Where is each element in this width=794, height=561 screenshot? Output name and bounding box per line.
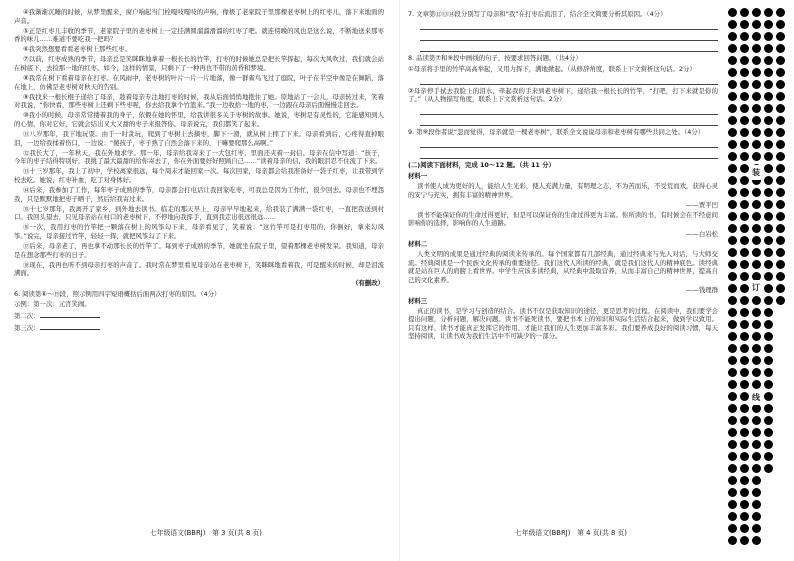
passage-paragraph: ⑱现在，我再也听不到母亲打枣的声音了。我时常在梦里看见母亲站在老枣树下，笑眯眯地看着我，可是醒来的时候，却是泪流满面。	[14, 260, 384, 278]
binding-dot	[752, 536, 761, 545]
binding-dot	[740, 368, 749, 377]
binding-dot	[752, 68, 761, 77]
binding-dot	[728, 44, 737, 53]
binding-dot	[728, 92, 737, 101]
binding-dot	[728, 116, 737, 125]
binding-dot	[740, 392, 749, 401]
binding-dot	[740, 452, 749, 461]
binding-dot	[728, 164, 737, 173]
binding-dot	[764, 176, 773, 185]
binding-dot	[776, 116, 785, 125]
binding-label-bottom: 线	[751, 390, 761, 405]
binding-dot	[728, 152, 737, 161]
binding-dot	[740, 128, 749, 137]
binding-dot	[752, 32, 761, 41]
binding-dot	[764, 44, 773, 53]
answer-line[interactable]	[420, 105, 718, 115]
material-1-source-2: ——白岩松	[686, 229, 718, 238]
passage-paragraph: ⑩我小的时候，母亲常常搂着我的身子，依偎在她的怀里，给我讲很多关于枣树的故事。她说，枣树是有灵性的，它能感知到人的心情，你对它好，它就会结出又大又甜的枣子来报答你。母亲说完，我们都笑了起来。	[14, 111, 384, 128]
binding-dot	[740, 224, 749, 233]
binding-dot	[728, 368, 737, 377]
binding-dot	[776, 140, 785, 149]
binding-dot	[752, 440, 761, 449]
binding-dot	[776, 152, 785, 161]
binding-dot	[728, 176, 737, 185]
binding-dot	[740, 464, 749, 473]
binding-dot	[764, 260, 773, 269]
question-8: 8. 品读第⑦和⑨段中画线的句子，按要求回答问题。（共4分）	[408, 54, 582, 63]
binding-dot	[740, 260, 749, 269]
binding-dot	[752, 224, 761, 233]
binding-dot	[740, 416, 749, 425]
binding-dot	[764, 104, 773, 113]
passage-paragraph: ⑥我突然想要看看老枣树上那些红枣。	[22, 45, 131, 54]
binding-dot	[740, 212, 749, 221]
binding-dot	[740, 344, 749, 353]
binding-dot	[776, 212, 785, 221]
binding-dot	[752, 20, 761, 29]
section-2-heading: (二)阅读下面材料，完成 10～12 题。（共 11 分）	[408, 161, 555, 170]
binding-dot	[728, 56, 737, 65]
binding-dot	[728, 404, 737, 413]
binding-dot	[776, 272, 785, 281]
passage-paragraph: ⑯一次，我用打枣的竹竿把一颗落在树上的风筝勾下来，母亲看见了，笑着说：“这竹竿可是打枣用的，你倒好，拿来勾风筝。”说完，母亲接过竹竿，轻轻一挥，就把风筝勾了下来。	[14, 223, 384, 240]
binding-dot	[776, 44, 785, 53]
binding-dot	[740, 272, 749, 281]
binding-dot	[764, 8, 773, 17]
binding-dot	[740, 188, 749, 197]
question-9: 9. 第⑨段作者说“忽而觉得，母亲就是一棵老枣树”，联系全文说说母亲和老枣树有哪些共同之处。（4分）	[408, 128, 705, 137]
binding-dot	[728, 500, 737, 509]
binding-dot	[776, 104, 785, 113]
binding-dot	[728, 308, 737, 317]
answer-line[interactable]	[420, 42, 718, 52]
binding-dot	[728, 320, 737, 329]
binding-dot	[740, 236, 749, 245]
answer-blank[interactable]	[40, 311, 100, 318]
binding-dot	[728, 272, 737, 281]
binding-dot	[728, 8, 737, 17]
binding-dot	[740, 104, 749, 113]
binding-dot	[764, 392, 773, 401]
binding-dot	[752, 152, 761, 161]
binding-dot	[752, 428, 761, 437]
binding-dot	[740, 68, 749, 77]
binding-dot	[740, 524, 749, 533]
binding-dot	[728, 356, 737, 365]
binding-dot	[776, 68, 785, 77]
material-2-text: 人类文明的成果是通过经典的阅读来传承的。每个国家都有几部经典，通过经典来与先人对话，与大师交流。经典阅读是一个民族文化传承的重要途径。我们这代人所读的经典，就是我们这代人的精神底色。读经典就是站在巨人的肩膀上看世界。中学生应该多读经典，从经典中汲取营养，从而丰富自己的精神世界，提高自己的文化素养。	[408, 250, 718, 284]
passage-paragraph: ⑮十七岁那年，我离开了家乡，到外地去读书。临走的那天早上，母亲早早地起来，给我装了满满一袋红枣，一直把我送到村口。我回头望去，只见母亲站在村口的老枣树下，不停地向我挥手，直到我走出很远很远……	[14, 204, 384, 222]
binding-dot	[752, 236, 761, 245]
binding-dot	[764, 284, 773, 293]
binding-dot	[776, 92, 785, 101]
binding-dot	[728, 488, 737, 497]
binding-dot	[728, 512, 737, 521]
material-3-title: 材料三	[408, 296, 428, 305]
binding-dot	[764, 128, 773, 137]
binding-dot	[728, 80, 737, 89]
passage-paragraph: ⑦以前，红枣成熟的季节，母亲总是笑眯眯地拿着一根长长的竹竿，打枣的时候她总是把长竿挥起，每次大风吹过，我们就会站在树底下，去捡那一地的红枣。如今，这样的情景，只剩下了一种再也不带的黄昏和梦境。	[14, 55, 384, 72]
binding-dot	[740, 80, 749, 89]
binding-dot	[740, 116, 749, 125]
binding-dot	[764, 152, 773, 161]
material-1-source-1: ——贾平凹	[686, 200, 718, 209]
binding-dot	[752, 188, 761, 197]
binding-dot	[740, 500, 749, 509]
binding-dot	[752, 128, 761, 137]
binding-dot	[764, 188, 773, 197]
passage-paragraph: ⑨我找来一根长棍子递给了母亲，趁着母亲专注地打枣的时候，我从后面悄悄地抱住了她。原地站了一会儿，母亲转过来，笑着对我说，“你快看，那些枣树上还剩下些枣呢，你去给我拿个竹篮来。”我一边收拾一地的枣，一边跟在母亲后面慢慢走回去。	[14, 92, 384, 110]
material-1-title: 材料一	[408, 172, 428, 181]
binding-dot	[764, 308, 773, 317]
binding-dot	[764, 80, 773, 89]
binding-dot	[776, 296, 785, 305]
binding-dot	[752, 320, 761, 329]
binding-dot	[740, 512, 749, 521]
binding-dot	[764, 452, 773, 461]
binding-dot	[764, 32, 773, 41]
binding-dot	[728, 188, 737, 197]
binding-dot	[728, 392, 737, 401]
reading-passage	[14, 8, 384, 278]
binding-dot	[776, 188, 785, 197]
passage-paragraph: ④我渐渐沉睡的时候，从梦里醒来，窗户响起当门栓嘎吱嘎吱的声响，像极了老家院子里那棵老枣树上的红枣儿，落下来地面的声音。	[14, 8, 384, 25]
material-2-title: 材料二	[408, 240, 428, 249]
binding-dot	[764, 404, 773, 413]
binding-dot	[728, 212, 737, 221]
binding-dot	[764, 296, 773, 305]
binding-dot	[740, 476, 749, 485]
binding-dot	[740, 20, 749, 29]
binding-dot	[752, 308, 761, 317]
binding-dot	[764, 428, 773, 437]
binding-dot	[776, 56, 785, 65]
binding-dot	[728, 344, 737, 353]
binding-dot	[764, 380, 773, 389]
binding-dot	[740, 284, 749, 293]
binding-dot	[728, 296, 737, 305]
passage-paragraph: ⑧我常在树下看着母亲在打枣。在风雨中，老枣树的叶片一片一片地落，像一群雀鸟飞过了庭院，叶子在半空中像是在舞蹈，落在地上，仿佛是老枣树对秋天的告别。	[14, 74, 384, 91]
binding-dot	[752, 200, 761, 209]
binding-dot	[752, 416, 761, 425]
binding-dot	[776, 176, 785, 185]
question-6-third: 第三次：	[14, 323, 384, 333]
binding-dot	[764, 332, 773, 341]
binding-dot	[728, 524, 737, 533]
source-note: （有删改）	[352, 279, 384, 288]
binding-dot	[728, 428, 737, 437]
passage-paragraph: ⑭后来，我参加了工作，每年枣子成熟的季节，母亲都会打电话让我回家吃枣，可我总是因为工作忙，很少回去。母亲也不埋怨我，只是默默地把枣子晒干，然后给我寄过来。	[14, 185, 384, 203]
passage-paragraph: ⑫我长大了，一年秋天，我在外地求学。那一年，母亲给我寄来了一大包红枣，里面还夹着一封信。母亲在信中写道：“孩子，今年的枣子结得特别好，我挑了最大最甜的给你寄去了，你在外面要好好照顾自己……”读着母亲的信，我的眼泪忍不住流了下来。	[14, 148, 384, 166]
binding-label-mid: 订	[751, 280, 761, 295]
binding-dot	[752, 524, 761, 533]
binding-dot	[764, 356, 773, 365]
binding-dot	[740, 152, 749, 161]
binding-dot	[764, 344, 773, 353]
binding-dot	[752, 116, 761, 125]
binding-dot	[728, 464, 737, 473]
binding-dot	[752, 356, 761, 365]
binding-dot	[776, 260, 785, 269]
binding-dot	[764, 248, 773, 257]
binding-dot	[740, 140, 749, 149]
binding-dot	[740, 380, 749, 389]
binding-dot	[752, 500, 761, 509]
binding-dot	[740, 320, 749, 329]
binding-dot	[752, 212, 761, 221]
binding-dot	[776, 284, 785, 293]
binding-dot	[752, 344, 761, 353]
binding-dot	[728, 248, 737, 257]
material-2-source: ——钱理群	[686, 285, 718, 294]
binding-dot	[740, 428, 749, 437]
binding-dot	[728, 140, 737, 149]
material-1-quote-2: 读书不能保证你的生命过得更好，但是可以保证你的生命过得更为丰富。你所读的书，有时候会在不经意间影响你的选择，影响你的人生道路。	[408, 210, 718, 228]
binding-dot	[740, 92, 749, 101]
passage-paragraph: ⑪八岁那年，我下地玩耍。由于一时贪玩，爬到了枣树上去摘枣，脚下一滑，就从树上摔了下来。母亲看到后，心疼得直掉眼泪，一边给我揉着伤口，一边说：“傻孩子，枣子熟了自然会落下来的，干嘛要爬那么高啊。”	[14, 130, 384, 147]
binding-dot	[764, 368, 773, 377]
binding-dot	[764, 68, 773, 77]
binding-dot	[752, 248, 761, 257]
binding-dot	[764, 56, 773, 65]
binding-dot	[740, 308, 749, 317]
binding-dot	[728, 224, 737, 233]
binding-dot	[764, 140, 773, 149]
binding-dot	[752, 296, 761, 305]
binding-dot	[776, 80, 785, 89]
binding-dot	[764, 164, 773, 173]
binding-dot	[728, 416, 737, 425]
binding-dot	[776, 224, 785, 233]
binding-dot	[764, 200, 773, 209]
binding-dot	[764, 20, 773, 29]
binding-dot	[764, 224, 773, 233]
binding-dot	[764, 440, 773, 449]
binding-dot	[764, 416, 773, 425]
binding-dot	[740, 248, 749, 257]
binding-dot	[752, 464, 761, 473]
binding-dot	[740, 440, 749, 449]
binding-dot	[728, 476, 737, 485]
binding-dot	[776, 128, 785, 137]
binding-dot	[776, 32, 785, 41]
question-8-part1: ①母亲将手里的竹竿高高举起，又用力挥下，满地掀起。（从修辞角度，联系上下文赏析这句话。2分）	[408, 64, 696, 73]
binding-dot	[776, 248, 785, 257]
binding-dot	[728, 260, 737, 269]
binding-dot	[752, 332, 761, 341]
question-6: 6. 阅读第⑥～⑲段，照示例用四字短语概括后面两次打枣的原因。（4分）	[14, 289, 221, 298]
binding-dot	[752, 80, 761, 89]
right-column	[408, 8, 718, 342]
answer-blank[interactable]	[40, 323, 100, 330]
answer-line[interactable]	[420, 75, 718, 85]
binding-dot	[752, 368, 761, 377]
binding-dot	[740, 404, 749, 413]
binding-dot	[752, 104, 761, 113]
binding-dot	[728, 104, 737, 113]
page-footer-right: 七年级语文(BBRJ) 第 4 页(共 8 页)	[515, 529, 627, 537]
binding-dot	[728, 68, 737, 77]
binding-dot	[764, 236, 773, 245]
binding-dot	[764, 320, 773, 329]
binding-dot	[752, 452, 761, 461]
binding-label-top: 装	[751, 165, 761, 180]
binding-dot	[764, 92, 773, 101]
page-divider	[399, 0, 400, 561]
binding-dot	[740, 8, 749, 17]
binding-dot	[740, 164, 749, 173]
binding-dot	[776, 200, 785, 209]
left-column	[14, 8, 384, 334]
binding-dot	[764, 116, 773, 125]
binding-dot	[740, 536, 749, 545]
binding-dot	[776, 20, 785, 29]
answer-line[interactable]	[420, 149, 718, 159]
binding-dot	[728, 128, 737, 137]
question-6-second: 第二次：	[14, 311, 384, 321]
material-3-text: 真正的读书，是学习与创造的结合。读书不仅是获取知识的途径，更是思考的过程。在阅读中，我们要学会提出问题，分析问题，解决问题。读书不能死读书，要把书本上的知识和实际生活结合起来，做到学以致用。只有这样，读书才能真正发挥它的作用，才能让我们的人生更加丰富多彩。我们要养成良好的阅读习惯，每天坚持阅读，让读书成为我们生活中不可缺少的一部分。	[408, 306, 718, 341]
binding-dot	[776, 8, 785, 17]
binding-dot	[728, 380, 737, 389]
binding-dot	[752, 92, 761, 101]
answer-line[interactable]	[420, 31, 718, 41]
binding-dot	[752, 380, 761, 389]
binding-dot	[752, 140, 761, 149]
binding-dot	[740, 488, 749, 497]
binding-dot	[740, 56, 749, 65]
question-8-part2: ②母亲停手拭去我脸上的泪水，牵起我的手来到老枣树下，递给我一根长长的竹竿，“打吧，打下来就是你的了。”（从人物描写角度，联系上下文赏析这句话。2分）	[408, 86, 718, 104]
question-7: 7. 文章第⑫⑬⑭段分别写了母亲和“我”在打枣后流泪了，结合全文简要分析其原因。（4分）	[408, 10, 667, 18]
binding-dot	[728, 452, 737, 461]
binding-dot	[764, 212, 773, 221]
binding-dot	[752, 476, 761, 485]
binding-dot	[728, 332, 737, 341]
binding-dot	[728, 200, 737, 209]
binding-dot	[740, 176, 749, 185]
binding-dot	[728, 20, 737, 29]
binding-dot	[740, 32, 749, 41]
answer-line[interactable]	[420, 20, 718, 30]
binding-dot	[728, 536, 737, 545]
binding-dot	[740, 296, 749, 305]
answer-line[interactable]	[420, 138, 718, 148]
binding-dot	[752, 44, 761, 53]
binding-dot	[728, 32, 737, 41]
passage-paragraph: ⑬十三岁那年，我上了初中，学校离家很远，每个周末才能回家一次。每次回家，母亲都会给我准备好一袋子红枣，让我带到学校去吃。她说，红枣补血，吃了对身体好。	[14, 167, 384, 184]
binding-dot	[752, 8, 761, 17]
binding-dot	[752, 404, 761, 413]
binding-dot	[752, 488, 761, 497]
binding-dot	[776, 164, 785, 173]
binding-dot	[740, 332, 749, 341]
binding-dot	[740, 44, 749, 53]
binding-dot	[728, 440, 737, 449]
binding-dot	[728, 236, 737, 245]
question-6-example: 示例：第一次：元宵笑闹。	[14, 300, 91, 309]
binding-dot	[740, 356, 749, 365]
binding-dot	[764, 272, 773, 281]
binding-dot	[764, 464, 773, 473]
page-footer-left: 七年级语文(BBRJ) 第 3 页(共 8 页)	[150, 529, 262, 537]
binding-dot	[752, 56, 761, 65]
binding-dot	[776, 236, 785, 245]
binding-dot	[740, 200, 749, 209]
binding-dot	[752, 260, 761, 269]
passage-paragraph: ⑤正是红枣儿丰收的季节，老家院子里的老枣树上一定挂满圆溜溜滑溜的红枣了吧。就连傍晚的风也是这么说，不断地送来那枣香的味儿……难道不要吃我一把吗？	[14, 26, 384, 44]
passage-paragraph: ⑰后来，母亲老了，再也拿不动那长长的竹竿了。每到枣子成熟的季节，她就坐在院子里，望着那棵老枣树发呆。我知道，母亲是在想念那些打枣的日子。	[14, 241, 384, 259]
binding-dot	[752, 512, 761, 521]
material-1-quote-1: 读书使人成为更好的人，能给人生光彩，使人充满力量，有明理之志，不为苦而乐，不受荒而欢，获得心灵的安宁与充实，拥有丰富的精神世界。	[408, 182, 718, 199]
answer-line[interactable]	[420, 116, 718, 126]
binding-dot	[728, 284, 737, 293]
